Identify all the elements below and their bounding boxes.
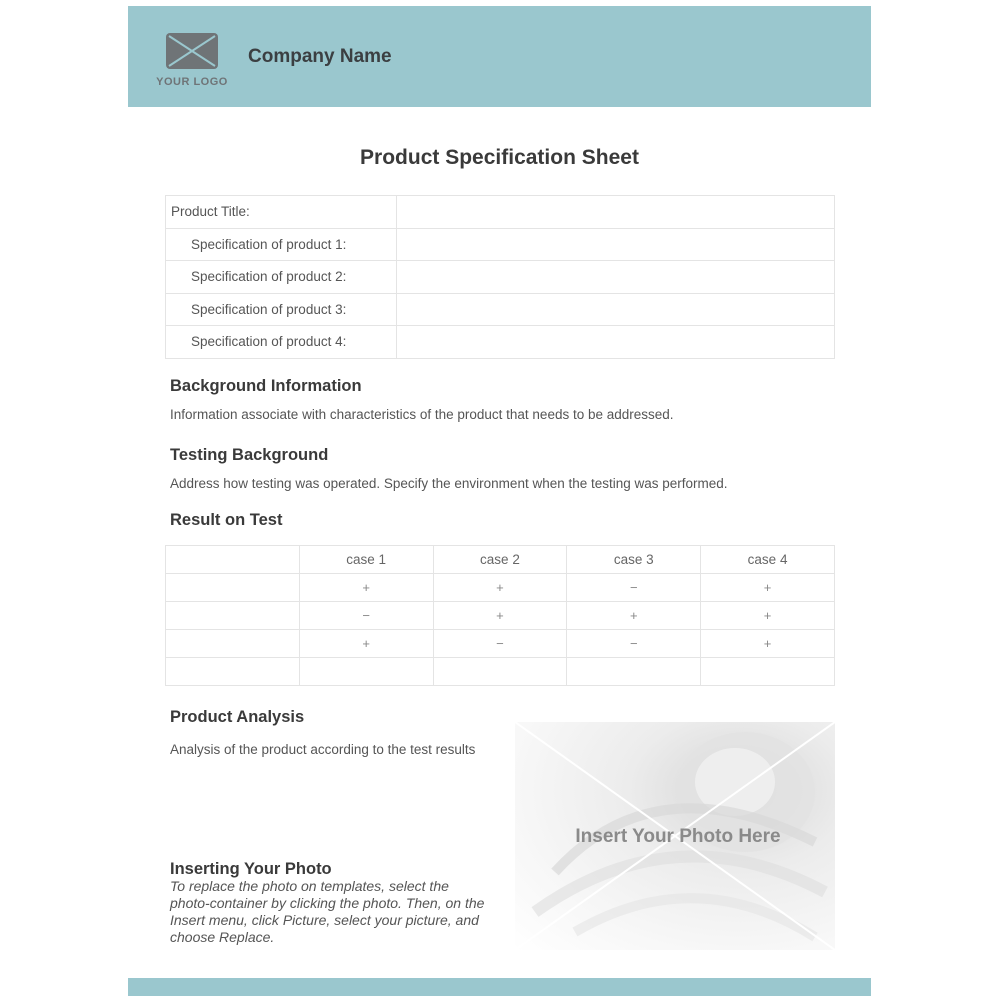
spec-value[interactable] [397,196,835,229]
background-text: Information associate with characteristics of the product that needs to be addressed. [170,407,674,422]
table-header-cell: case 2 [433,546,567,574]
table-row [166,293,835,326]
photo-placeholder-text: Insert Your Photo Here [575,826,781,847]
envelope-icon [165,32,219,70]
result-heading: Result on Test [170,511,283,529]
footer-band [128,978,871,996]
page-title: Product Specification Sheet [360,146,639,169]
table-cell[interactable] [166,658,300,686]
analysis-heading: Product Analysis [170,708,305,726]
table-cell[interactable]: − [567,574,701,602]
spec-label: Specification of product 2: [166,261,397,294]
table-cell[interactable]: + [567,602,701,630]
table-row [166,261,835,294]
spec-label: Specification of product 4: [166,326,397,359]
table-header-cell: case 1 [299,546,433,574]
spec-table [165,195,835,359]
testing-text: Address how testing was operated. Specify the environment when the testing was performed. [170,476,728,491]
spec-value[interactable] [397,228,835,261]
table-cell[interactable]: + [701,574,835,602]
table-cell[interactable] [433,658,567,686]
table-cell[interactable] [166,602,300,630]
spec-value[interactable] [397,293,835,326]
table-cell[interactable]: + [433,602,567,630]
table-cell[interactable]: − [567,630,701,658]
table-cell[interactable] [299,658,433,686]
table-cell[interactable] [567,658,701,686]
photo-placeholder[interactable] [515,722,835,950]
table-cell[interactable]: + [299,630,433,658]
testing-heading: Testing Background [170,446,329,464]
table-header-cell: case 4 [701,546,835,574]
table-cell[interactable]: + [433,574,567,602]
table-row [166,602,835,630]
table-header-cell: case 3 [567,546,701,574]
table-cell[interactable]: + [299,574,433,602]
header-band [128,6,871,107]
background-heading: Background Information [170,377,362,395]
company-name: Company Name [248,46,392,67]
table-cell[interactable]: + [701,630,835,658]
spec-label: Specification of product 1: [166,228,397,261]
table-header-cell [166,546,300,574]
logo[interactable] [156,30,228,92]
document-page [128,6,871,996]
spec-value[interactable] [397,261,835,294]
table-row [166,630,835,658]
logo-text: YOUR LOGO [156,76,228,88]
inserting-photo-heading: Inserting Your Photo [170,860,332,878]
result-table [165,545,835,686]
table-row [166,228,835,261]
spec-value[interactable] [397,326,835,359]
table-header-row [166,546,835,574]
table-cell[interactable]: + [701,602,835,630]
table-cell[interactable] [701,658,835,686]
analysis-text: Analysis of the product according to the test results [170,742,476,757]
table-row [166,326,835,359]
table-cell[interactable]: − [299,602,433,630]
spec-label: Specification of product 3: [166,293,397,326]
inserting-photo-text: To replace the photo on templates, select the photo-container by clicking the photo. Then, on the Insert menu, click Picture, select your picture, and choose Replace. [170,878,485,945]
table-cell[interactable]: − [433,630,567,658]
table-row [166,658,835,686]
table-row [166,574,835,602]
table-row [166,196,835,229]
spec-label: Product Title: [166,196,397,229]
table-cell[interactable] [166,574,300,602]
table-cell[interactable] [166,630,300,658]
